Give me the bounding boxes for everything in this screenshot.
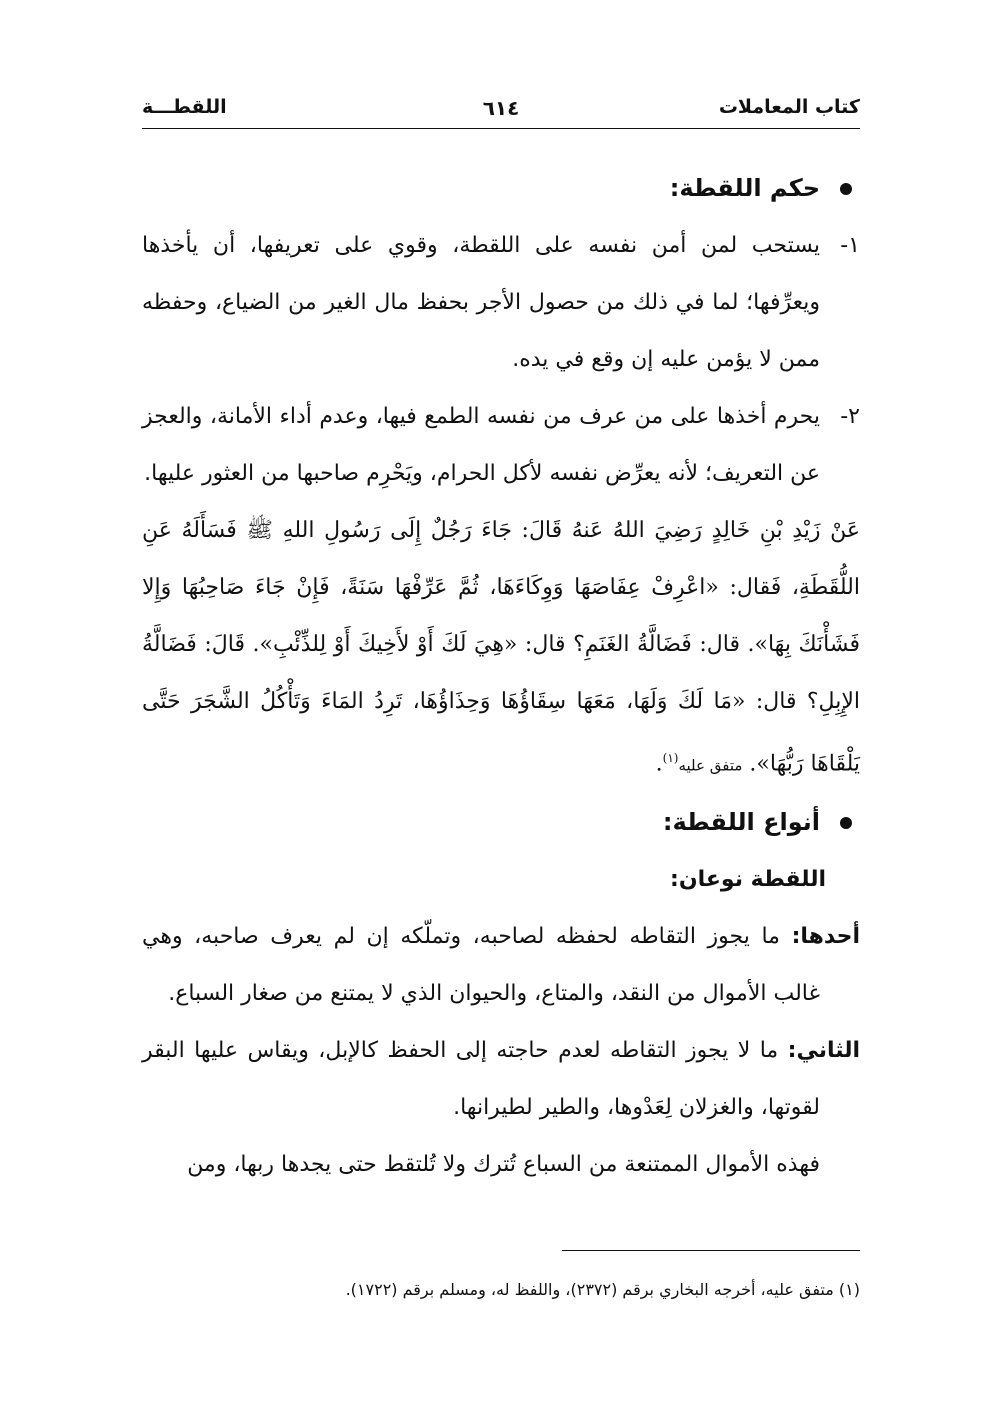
item-text: يحرم أخذها على من عرف من نفسه الطمع فيها، وعدم أداء الأمانة، والعجز عن التعريف؛ لأنه يعرِّض نفسه لأكل الحرام، ويَحْرِم صاحبها من العثور عليها. <box>142 404 820 486</box>
page-number: ٦١٤ <box>482 96 520 120</box>
item-text: يستحب لمن أمن نفسه على اللقطة، وقوي على تعريفها، أن يأخذها ويعرِّفها؛ لما في ذلك من حصول الأجر بحفظ مال الغير من الضياع، وحفظه ممن لا يؤمن عليه إن وقع في يده. <box>142 233 820 372</box>
types-subheading: اللقطة نوعان: <box>670 867 826 893</box>
hadith-text: عَنْ زَيْدِ بْنِ خَالِدٍ رَضِيَ اللهُ عَنهُ قَالَ: جَاءَ رَجُلٌ إِلَى رَسُولِ اللهِ ﷺ فَسَأَلَهُ عَنِ اللُّقَطَةِ، فَقال: «اعْرِفْ عِفَاصَهَا وَوِكَاءَهَا، ثُمَّ عَرِّفْهَا سَنَةً، فَإِنْ جَاءَ صَاحِبُهَا وَإِلا فَشَأْنَكَ بِهَا». قال: فَضَالَّةُ الغَنَمِ؟ قال: «هِيَ لَكَ أَوْ لأَخِيكَ أَوْ لِلذِّئْبِ». قَالَ: فَضَالَّةُ الإِبِلِ؟ قال: «مَا لَكَ وَلَهَا، مَعَهَا سِقَاؤُهَا وَحِذَاؤُهَا، تَرِدُ المَاءَ وَتَأْكُلُ الشَّجَرَ حَتَّى يَلْقَاهَا رَبُّهَا». متفق عليه$^{(١)}$. <box>142 518 860 777</box>
footnote: (١) متفق عليه، أخرجه البخاري برقم (٢٣٧٢)، واللفظ له، ومسلم برقم (١٧٢٢). <box>345 1280 860 1299</box>
ruling-item-2 <box>142 388 860 502</box>
closing-paragraph: فهذه الأموال الممتنعة من السباع تُترك ولا تُلتقط حتى يجدها ربها، ومن <box>187 1152 820 1178</box>
footnote-marker: (١) <box>662 751 679 765</box>
type-one <box>142 908 860 1022</box>
hadith-attribution: متفق عليه <box>678 756 743 775</box>
running-header <box>142 96 860 126</box>
bullet-icon <box>840 817 852 829</box>
item-number: ٢- <box>840 404 860 429</box>
type-one-text: ما يجوز التقاطه لحفظه لصاحبه، وتملّكه إن لم يعرف صاحبه، وهي غالب الأموال من النقد، والمتاع، والحيوان الذي لا يمتنع من صغار السباع. <box>142 924 820 1007</box>
chapter-title: اللقطـــة <box>142 96 227 118</box>
type-one-lead: أحدها: <box>791 924 860 950</box>
bullet-icon <box>840 183 852 195</box>
footnote-rule <box>562 1250 860 1251</box>
book-title: كتاب المعاملات <box>718 96 860 118</box>
section-heading-types: أنواع اللقطة: <box>142 794 860 851</box>
section-heading-ruling: حكم اللقطة: <box>142 160 860 217</box>
main-text <box>142 160 860 1193</box>
type-two <box>142 1022 860 1136</box>
header-rule <box>142 128 860 129</box>
type-two-text: ما لا يجوز التقاطه لعدم حاجته إلى الحفظ كالإبل، ويقاس عليها البقر لقوتها، والغزلان لِعَدْوها، والطير لطيرانها. <box>142 1038 820 1121</box>
ruling-item-1 <box>142 217 860 388</box>
type-two-lead: الثاني: <box>787 1038 860 1064</box>
item-number: ١- <box>840 233 860 258</box>
